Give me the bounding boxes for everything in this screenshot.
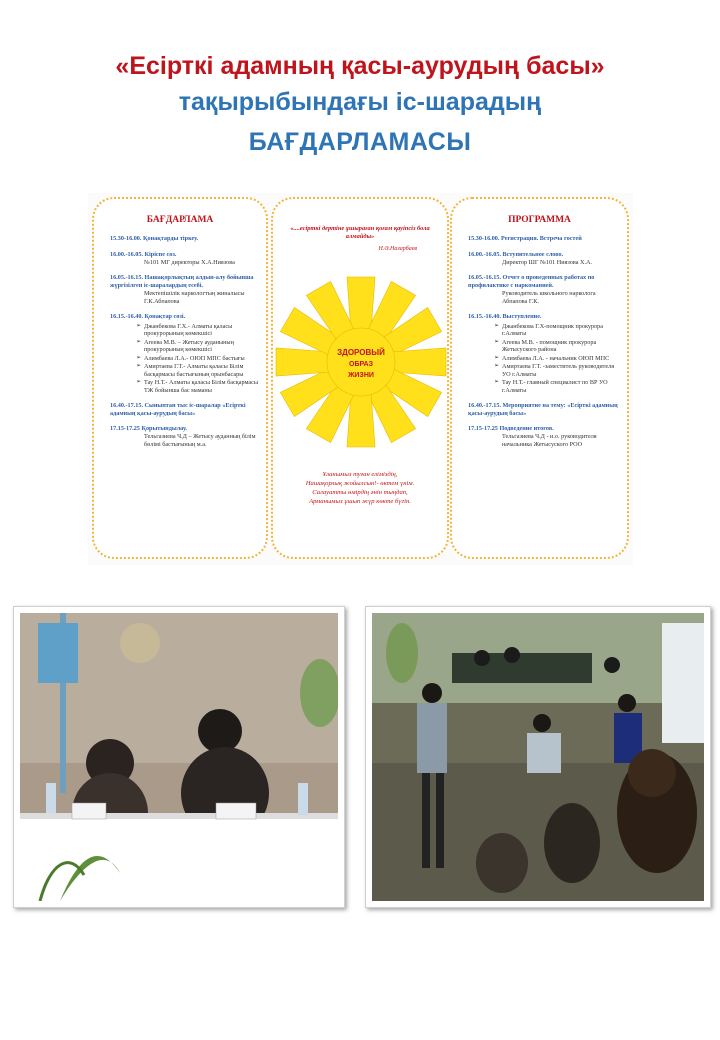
- panel-russian-program: [450, 197, 629, 559]
- svg-text:ОБРАЗ: ОБРАЗ: [349, 361, 373, 368]
- program-item: 16.00.-16.05. Вступительное слово. Директор ШГ №101 Ниязова Х.А.: [468, 250, 593, 266]
- guest-item: ➢ Агеева М.В. – Жетысу ауданының прокурорының көмекшісі: [144, 339, 258, 354]
- panel-title: ПРОГРАММА: [508, 215, 571, 225]
- guest-item: ➢ Тау Н.Т.- Алматы қаласы Білім басқармасы ТЖ бойынша бас маманы: [144, 379, 258, 394]
- title-line-2: тақырыбындағы іс-шарадың: [178, 88, 542, 116]
- guest-item: ➢ Амиртаева Г.Т.- Алматы қаласы Білім басқармасы бастығының орынбасары: [144, 363, 258, 378]
- program-brochure: [88, 193, 633, 565]
- program-item: 15.30-16.00. Регистрация. Встреча гостей: [468, 235, 582, 242]
- healthy-lifestyle-sun-icon: [273, 267, 449, 467]
- program-item: 17.15-17.25 Қорытындылау. Тельгазиева Ч.Д – Жетысу ауданның білім бөлімі бастығының м.а.: [110, 425, 256, 448]
- program-item: 16.15.-16.40. Выступление.: [468, 313, 542, 321]
- panel-middle: [271, 197, 449, 559]
- speaker-item: ➢ Джанбекова Г.Х-помощник прокурора г.Алматы: [502, 323, 619, 338]
- svg-text:ЖИЗНИ: ЖИЗНИ: [348, 372, 374, 379]
- panel-kazakh-program: [92, 197, 268, 559]
- title-line-1: «Есірткі адамның қасы-аурудың басы»: [115, 52, 605, 80]
- guest-item: ➢ Алимбаева Л.А.- ОЮП МПС бастығы: [144, 355, 258, 362]
- title-line-3: БАҒДАРЛАМАСЫ: [248, 128, 472, 156]
- speaker-item: ➢ Алимбаева Л.А. - начальник ОЮП МПС: [502, 355, 619, 362]
- poem: Ұланымыз туған еліміздің, Нашақорлық жойылсын!- өктем үнім. Салауатты өмірдің әнін тыңдап, Арманымыз ұшып жүр көкте бүгін.: [305, 471, 415, 505]
- program-item: 17.15-17.25 Подведение итогов. Тельгазиева Ч.Д - и.о. руководителя начальника Жетысуского РОО: [468, 425, 597, 448]
- speaker-item: ➢ Агеева М.В. - помощник прокурора Жетысуского района: [502, 339, 619, 354]
- program-item: 16.05.-16.15. Нашақорлықтың алдын-алу бойынша жүргізілген іс-шаралардың есебі. Мектепішілік наркологтың жиналысы Г.К.Абпапова: [110, 274, 254, 305]
- panel-title: БАҒДАРЛАМА: [146, 215, 214, 225]
- program-item: 16.40.-17.15. Мероприятие на тему: «Есірткі адамның қасы-аурудың басы»: [468, 401, 618, 417]
- program-item: 16.15.-16.40. Қонақтар сөзі.: [110, 313, 186, 321]
- speakers-photo-image: [20, 613, 338, 901]
- photo-students-performance: [365, 606, 711, 908]
- svg-text:ЗДОРОВЫЙ: ЗДОРОВЫЙ: [337, 348, 385, 357]
- performance-photo-image: [372, 613, 704, 901]
- program-item: 16.00.-16.05. Кіріспе сөз. №101 МГ директоры Х.А.Ниязова: [110, 250, 235, 266]
- speaker-item: ➢ Амиртаева Г.Т. -заместитель руководителя УО г.Алматы: [502, 363, 619, 378]
- program-item: 15.30-16.00. Қонақтарды тіркеу.: [110, 235, 199, 242]
- program-item: 16.40.-17.15. Сыныптан тыс іс-шаралар «Есірткі адамның қасы-аурудың басы»: [110, 401, 246, 417]
- photo-speakers-table: [13, 606, 345, 908]
- program-item: 16.05.-16.15. Отчет о проведенных работах по профилактике с наркоманией. Руководитель школьного нарколога Абпапова Г.К.: [468, 274, 596, 305]
- guest-item: ➢ Джанбекова Г.Х.- Алматы қаласы прокурорының көмекшісі: [144, 323, 258, 338]
- speaker-item: ➢ Тау Н.Т.- главный специалист по ВР УО г.Алматы: [502, 379, 619, 394]
- quote-author: Н.Ә.Назарбаев: [378, 245, 417, 252]
- president-quote: «....есірткі дертіне ұшыраған қоғам қауіпсіз бола алмайды»: [290, 225, 430, 241]
